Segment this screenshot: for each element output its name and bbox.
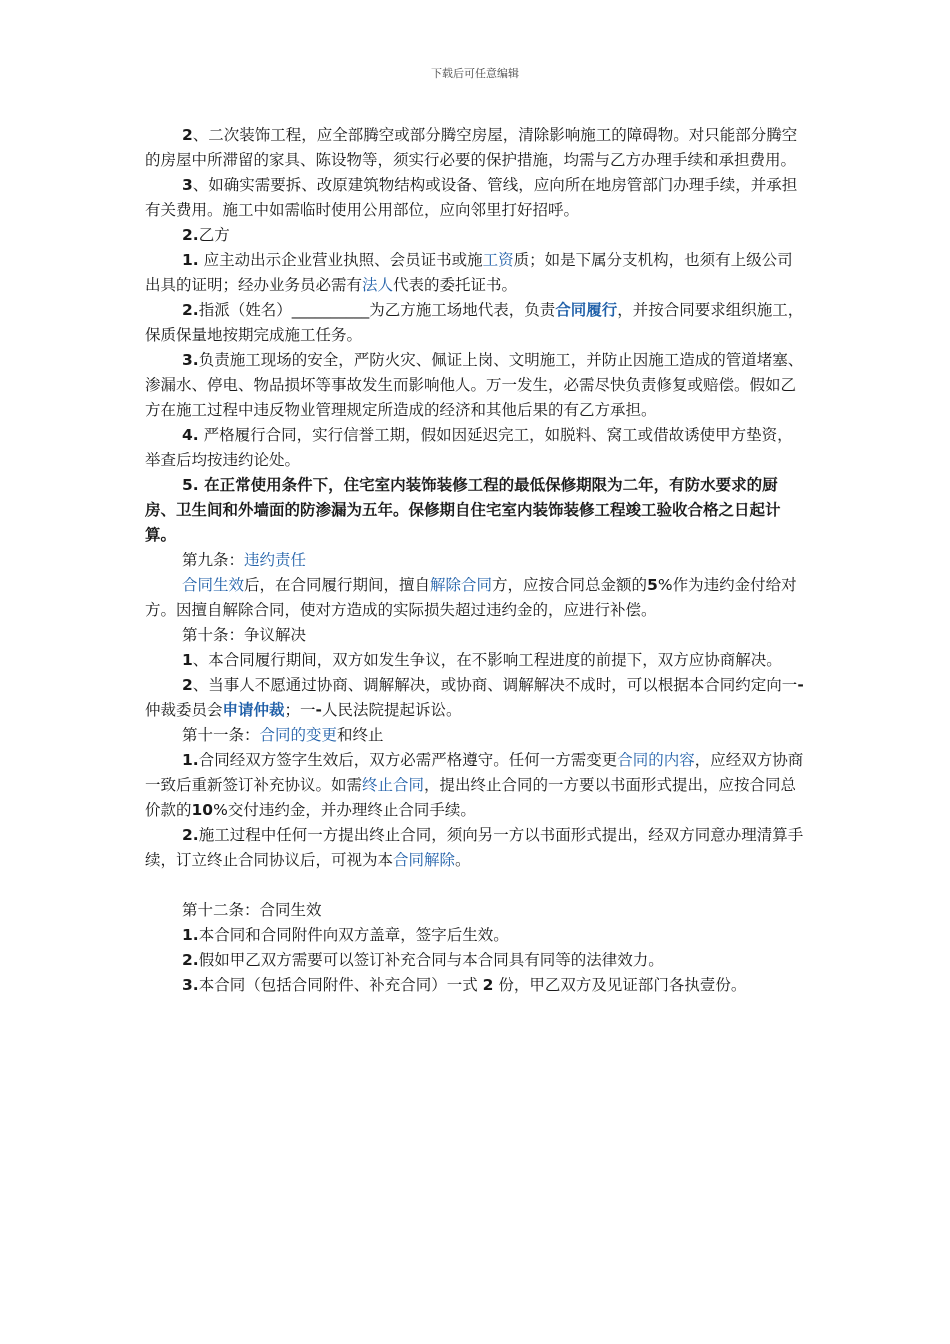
paragraph: 2、二次装饰工程，应全部腾空或部分腾空房屋，清除影响施工的障碍物。对只能部分腾空的房屋中所滞留的家具、陈设物等，须实行必要的保护措施，均需与乙方办理手续和承担费用。	[145, 126, 798, 169]
link-contract-performance[interactable]: 合同履行	[555, 301, 618, 319]
link-faren[interactable]: 法人	[362, 276, 394, 294]
document-body	[145, 123, 807, 998]
paragraph: 合同生效后，在合同履行期间，擅自解除合同方，应按合同总金额的5%作为违约金付给对方。因擅自解除合同，使对方造成的实际损失超过违约金的，应进行补偿。	[145, 576, 797, 619]
page-header: 下载后可任意编辑	[431, 67, 519, 80]
article-heading: 第十条：争议解决	[182, 626, 307, 644]
blank-line	[145, 873, 807, 898]
section-heading: 2.乙方	[182, 226, 230, 244]
paragraph: 3、如确实需要拆、改原建筑物结构或设备、管线，应向所在地房管部门办理手续，并承担有关费用。施工中如需临时使用公用部位，应向邻里打好招呼。	[145, 176, 798, 219]
paragraph: 1. 应主动出示企业营业执照、会员证书或施工资质；如是下属分支机构，也须有上级公司出具的证明；经办业务员必需有法人代表的委托证书。	[145, 251, 793, 294]
link-gongzi[interactable]: 工资	[482, 251, 514, 269]
link-contract-dissolution[interactable]: 合同解除	[393, 851, 456, 869]
paragraph: 2、当事人不愿通过协商、调解解决，或协商、调解解决不成时，可以根据本合同约定向一-仲裁委员会申请仲裁；一-人民法院提起诉讼。	[145, 676, 804, 719]
paragraph: 2.施工过程中任何一方提出终止合同，须向另一方以书面形式提出，经双方同意办理清算手续，订立终止合同协议后，可视为本合同解除。	[145, 826, 804, 869]
article-heading: 第十一条：合同的变更和终止	[182, 726, 384, 744]
paragraph: 2.指派（姓名）__________为乙方施工场地代表，负责合同履行，并按合同要求组织施工，保质保量地按期完成施工任务。	[145, 301, 804, 344]
link-contract-effective[interactable]: 合同生效	[182, 576, 245, 594]
paragraph: 1、本合同履行期间，双方如发生争议，在不影响工程进度的前提下，双方应协商解决。	[182, 651, 782, 669]
paragraph: 1.合同经双方签字生效后，双方必需严格遵守。任何一方需变更合同的内容，应经双方协商一致后重新签订补充协议。如需终止合同，提出终止合同的一方要以书面形式提出，应按合同总价款的10%交付违约金，并办理终止合同手续。	[145, 751, 804, 819]
paragraph: 3.本合同（包括合同附件、补充合同）一式 2 份，甲乙双方及见证部门各执壹份。	[182, 976, 747, 994]
link-terminate-contract[interactable]: 解除合同	[430, 576, 493, 594]
article-heading: 第九条：违约责任	[182, 551, 307, 569]
paragraph: 4. 严格履行合同，实行信誉工期，假如因延迟完工，如脱料、窝工或借故诱使甲方垫资，举查后均按违约论处。	[145, 426, 793, 469]
link-breach-liability[interactable]: 违约责任	[244, 551, 307, 569]
article-heading: 第十二条：合同生效	[182, 901, 322, 919]
paragraph: 2.假如甲乙双方需要可以签订补充合同与本合同具有同等的法律效力。	[182, 951, 664, 969]
link-contract-change[interactable]: 合同的变更	[259, 726, 338, 744]
paragraph-bold: 5. 在正常使用条件下，住宅室内装饰装修工程的最低保修期限为二年，有防水要求的厨房、卫生间和外墙面的防渗漏为五年。保修期自住宅室内装饰装修工程竣工验收合格之日起计算。	[145, 476, 781, 544]
link-contract-content[interactable]: 合同的内容	[617, 751, 695, 769]
link-end-contract[interactable]: 终止合同	[362, 776, 425, 794]
paragraph: 1.本合同和合同附件向双方盖章，签字后生效。	[182, 926, 509, 944]
paragraph: 3.负责施工现场的安全，严防火灾、佩证上岗、文明施工，并防止因施工造成的管道堵塞、渗漏水、停电、物品损坏等事故发生而影响他人。万一发生，必需尽快负责修复或赔偿。假如乙方在施工过程中违反物业管理规定所造成的经济和其他后果的有乙方承担。	[145, 351, 804, 419]
link-apply-arbitration[interactable]: 申请仲裁	[222, 701, 285, 719]
